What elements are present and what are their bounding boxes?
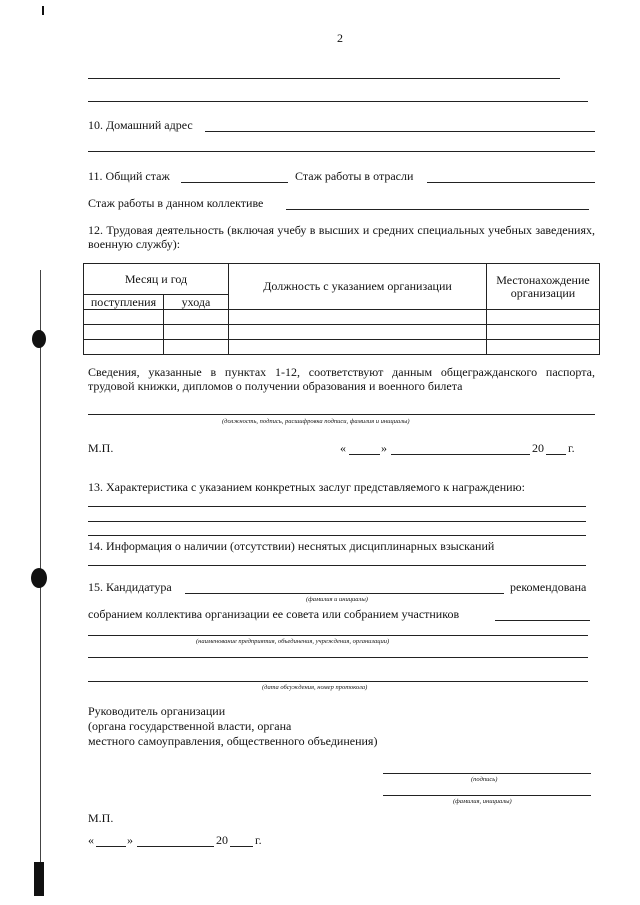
date-day-field[interactable] [349,454,380,455]
col-month-year: Месяц и год [84,264,229,295]
date-open-quote: « [340,441,346,455]
team-experience-field[interactable] [286,209,589,210]
table-row [84,310,600,325]
confirmation-text: Сведения, указанные в пунктах 1-12, соответствуют данным общегражданского паспорта, трудовой книжки, дипломов о получении образования и военного билета [88,365,595,393]
blank-line [88,151,595,152]
mp-label: М.П. [88,441,114,455]
industry-experience-field[interactable] [427,182,595,183]
official-signature-field[interactable] [88,414,595,415]
table-cell[interactable] [84,340,164,355]
scan-artifact-bottom [34,862,44,896]
footer-year-field[interactable] [230,846,253,847]
item-11-team-label: Стаж работы в данном коллективе [88,196,264,210]
organization-field-extra[interactable] [88,657,588,658]
head-line1: Руководитель организации [88,704,226,718]
table-cell[interactable] [84,325,164,340]
page-number: 2 [337,31,343,45]
table-cell[interactable] [487,310,600,325]
characteristic-line[interactable] [88,506,586,507]
characteristic-line[interactable] [88,535,586,536]
table-cell[interactable] [229,310,487,325]
item-15-line2: собранием коллектива организации ее совета или собранием участников [88,607,460,621]
table-row [84,325,600,340]
item-15-recommended: рекомендована [510,580,587,594]
table-cell[interactable] [487,340,600,355]
date-close-quote: » [381,441,387,455]
item-13-label: 13. Характеристика с указанием конкретных заслуг представляемого к награждению: [88,480,525,494]
blank-line [88,78,560,79]
col-entry: поступления [84,295,164,310]
item-11-industry-label: Стаж работы в отрасли [295,169,414,183]
head-line3: местного самоуправления, общественного объединения) [88,734,378,748]
discussion-date-caption: (дата обсуждения, номер протокола) [262,684,368,691]
date-year-suffix: г. [568,441,575,455]
footer-date-close-quote: » [127,833,133,847]
table-cell[interactable] [487,325,600,340]
table-row [84,340,600,355]
home-address-field[interactable] [205,131,595,132]
table-cell[interactable] [164,310,229,325]
head-signature-caption: (подпись) [471,776,498,783]
date-month-field[interactable] [391,454,530,455]
discussion-date-field[interactable] [88,681,588,682]
date-year-field[interactable] [546,454,566,455]
item-14-label: 14. Информация о наличии (отсутствии) неснятых дисциплинарных взысканий [88,539,495,553]
footer-date-month-field[interactable] [137,846,214,847]
official-signature-caption: (должность, подпись, расшифровка подписи, фамилия и инициалы) [222,418,410,425]
col-position: Должность с указанием организации [229,264,487,310]
candidate-name-caption: (фамилия и инициалы) [306,596,368,603]
head-name-field[interactable] [383,795,591,796]
item-15-label: 15. Кандидатура [88,580,172,594]
scan-artifact-top [42,6,44,15]
characteristic-line[interactable] [88,521,586,522]
head-name-caption: (фамилия, инициалы) [453,798,512,805]
organization-field[interactable] [88,635,588,636]
footer-year-suffix: г. [255,833,262,847]
table-cell[interactable] [164,325,229,340]
blank-line [88,101,588,102]
item-12-text: 12. Трудовая деятельность (включая учебу в высших и средних специальных учебных заведениях, военную службу): [88,223,595,251]
footer-year-prefix: 20 [216,833,228,847]
date-year-prefix: 20 [532,441,544,455]
head-line2: (органа государственной власти, органа [88,719,292,733]
work-history-table [83,263,600,355]
table-cell[interactable] [229,340,487,355]
organization-caption: (наименование предприятия, объединения, учреждения, организации) [196,638,390,645]
footer-mp-label: М.П. [88,811,114,825]
table-cell[interactable] [84,310,164,325]
table-cell[interactable] [164,340,229,355]
col-location: Местонахождение организации [487,264,600,310]
assembly-field[interactable] [495,620,590,621]
footer-date-day-field[interactable] [96,846,126,847]
table-cell[interactable] [229,325,487,340]
total-experience-field[interactable] [181,182,288,183]
head-signature-field[interactable] [383,773,591,774]
punch-hole-lower [31,568,47,588]
item-10-label: 10. Домашний адрес [88,118,193,132]
candidate-name-field[interactable] [185,593,504,594]
punch-hole-upper [32,330,46,348]
item-11-total-label: 11. Общий стаж [88,169,170,183]
footer-date-open-quote: « [88,833,94,847]
col-exit: ухода [164,295,229,310]
disciplinary-line[interactable] [88,565,586,566]
